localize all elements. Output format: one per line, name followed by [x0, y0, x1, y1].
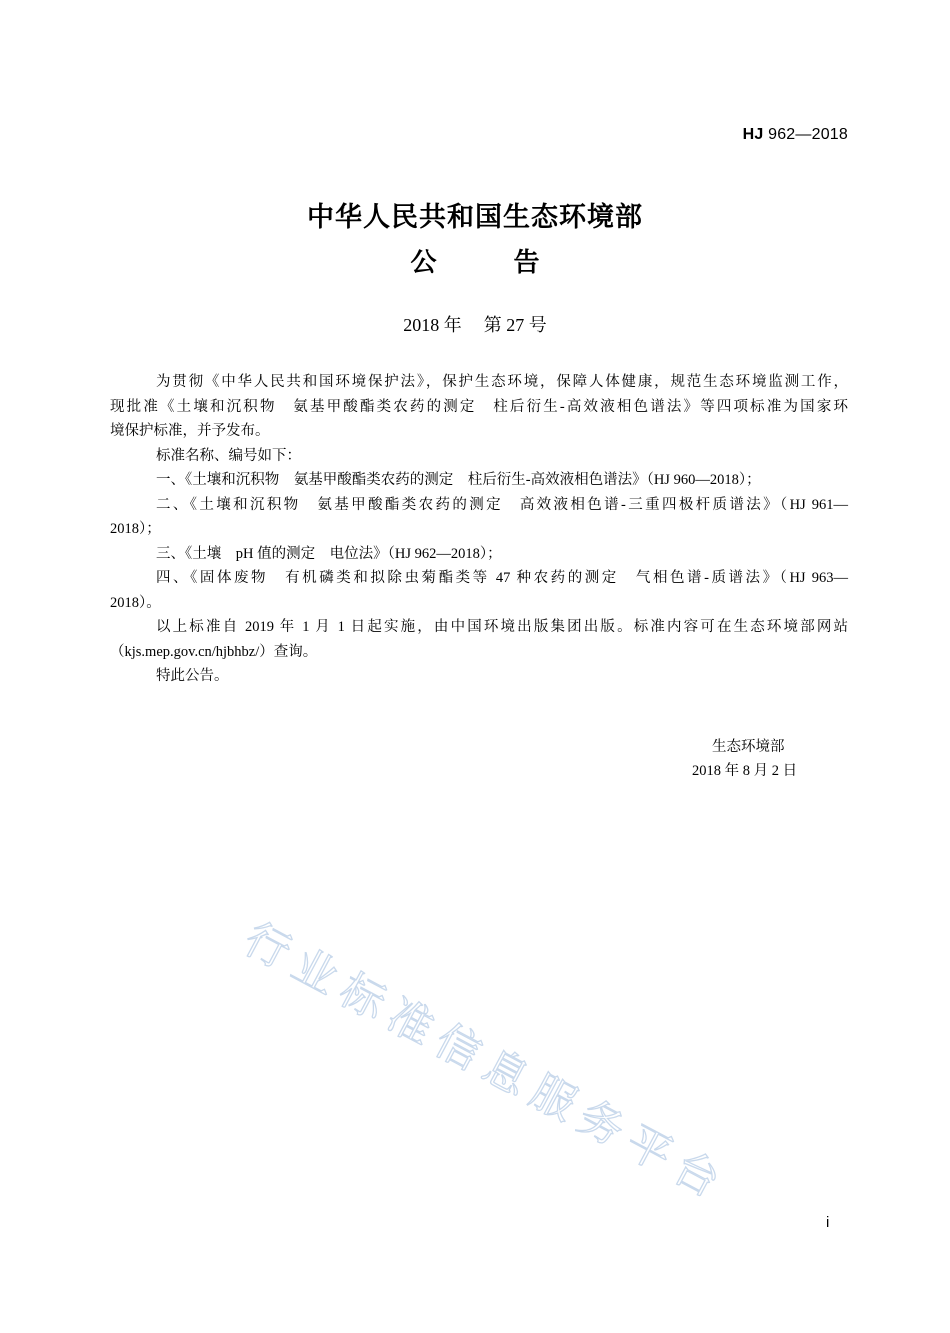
watermark: 行业标准信息服务平台	[235, 913, 737, 1213]
standard-code	[743, 126, 848, 144]
page-number: i	[826, 1214, 830, 1231]
implementation-line1: 以上标准自 2019 年 1 月 1 日起实施，由中国环境出版集团出版。标准内容可在生态环境部网站	[156, 619, 848, 635]
closing-line: 特此公告。	[156, 668, 229, 684]
standard-code-number: 962—2018	[763, 126, 848, 143]
issue-no: 第 27 号	[483, 315, 547, 335]
standard-item-1: 一、《土壤和沉积物 氨基甲酸酯类农药的测定 柱后衍生-高效液相色谱法》（HJ 960—2018）；	[156, 472, 761, 488]
issue-number	[0, 311, 950, 337]
standard-item-3: 三、《土壤 pH 值的测定 电位法》（HJ 962—2018）；	[156, 545, 502, 562]
standard-item-4-line1: 四、《固体废物 有机磷类和拟除虫菊酯类等 47 种农药的测定 气相色谱-质谱法》（HJ 963—	[156, 570, 848, 586]
para1-line2: 现批准《土壤和沉积物 氨基甲酸酯类农药的测定 柱后衍生-高效液相色谱法》等四项标准为国家环	[110, 398, 848, 415]
para1-line3: 境保护标准，并予发布。	[110, 423, 270, 439]
notice-title: 公 告	[410, 248, 574, 278]
standard-item-4-line2: 2018）。	[110, 594, 161, 611]
standard-code-prefix: HJ	[742, 126, 764, 143]
standard-item-2-line2: 2018）；	[110, 521, 161, 537]
signature-org: 生态环境部	[712, 739, 785, 755]
signature-date: 2018 年 8 月 2 日	[692, 763, 798, 779]
para1-line1: 为贯彻《中华人民共和国环境保护法》，保护生态环境，保障人体健康，规范生态环境监测工作，	[156, 374, 848, 390]
list-heading: 标准名称、编号如下：	[156, 447, 301, 464]
issue-year: 2018 年	[403, 315, 462, 335]
implementation-line2: （kjs.mep.gov.cn/hjbhbz/）查询。	[110, 643, 318, 660]
standard-item-2-line1: 二、《土壤和沉积物 氨基甲酸酯类农药的测定 高效液相色谱-三重四极杆质谱法》（HJ 961—	[156, 496, 848, 513]
ministry-title: 中华人民共和国生态环境部	[307, 202, 643, 233]
